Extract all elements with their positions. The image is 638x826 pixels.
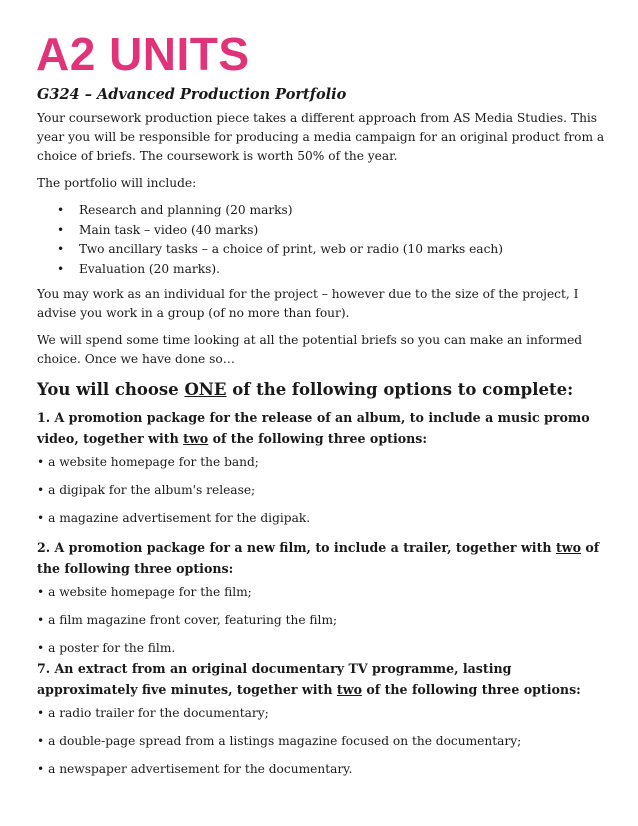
bullet-icon: • (57, 261, 65, 276)
option-1 (37, 407, 607, 528)
list-item: • Main task – video (40 marks) (57, 221, 607, 241)
briefs-note: We will spend some time looking at all the potential briefs so you can make an informed choice. Once we have done so… (37, 333, 583, 366)
option-heading: 1. A promotion package for the release of an album, to include a music promo video, together with two of the following three options: (37, 410, 590, 446)
option-item: • a website homepage for the film; (37, 585, 252, 599)
option-item: • a radio trailer for the documentary; (37, 706, 269, 720)
list-item: • Research and planning (20 marks) (57, 201, 607, 221)
bullet-icon: • (57, 222, 65, 237)
option-item: • a magazine advertisement for the digipak. (37, 511, 311, 525)
bullet-icon: • (57, 242, 65, 256)
individual-note: You may work as an individual for the project – however due to the size of the project, I advise you work in a group (of no more than four). (37, 287, 579, 320)
choose-heading: You will choose ONE of the following options to complete: (37, 380, 574, 399)
option-item: • a film magazine front cover, featuring the film; (37, 613, 338, 627)
option-heading: 7. An extract from an original documentary TV programme, lasting approximately five minutes, together with two of the following three options: (37, 661, 581, 697)
option-2 (37, 537, 607, 658)
list-item: • Evaluation (20 marks). (57, 260, 607, 280)
option-7 (37, 658, 607, 779)
option-item: • a digipak for the album's release; (37, 483, 256, 497)
option-item: • a website homepage for the band; (37, 455, 259, 469)
option-item: • a poster for the film. (37, 641, 176, 655)
page-title: A2 UNITS (36, 28, 250, 80)
option-item: • a newspaper advertisement for the documentary. (37, 762, 353, 776)
unit-subtitle: G324 – Advanced Production Portfolio (37, 86, 347, 103)
list-item: • Two ancillary tasks – a choice of print, web or radio (10 marks each) (57, 240, 607, 260)
portfolio-list (37, 201, 607, 279)
option-heading: 2. A promotion package for a new film, to include a trailer, together with two of the following three options: (37, 540, 600, 576)
intro-paragraph: Your coursework production piece takes a different approach from AS Media Studies. This year you will be responsible for producing a media campaign for an original product from a choice of briefs. The coursework is worth 50% of the year. (37, 111, 605, 163)
choose-emphasis: ONE (184, 380, 227, 399)
option-item: • a double-page spread from a listings magazine focused on the documentary; (37, 734, 522, 748)
bullet-icon: • (57, 203, 65, 217)
document-page (37, 28, 607, 788)
portfolio-heading: The portfolio will include: (37, 176, 197, 190)
